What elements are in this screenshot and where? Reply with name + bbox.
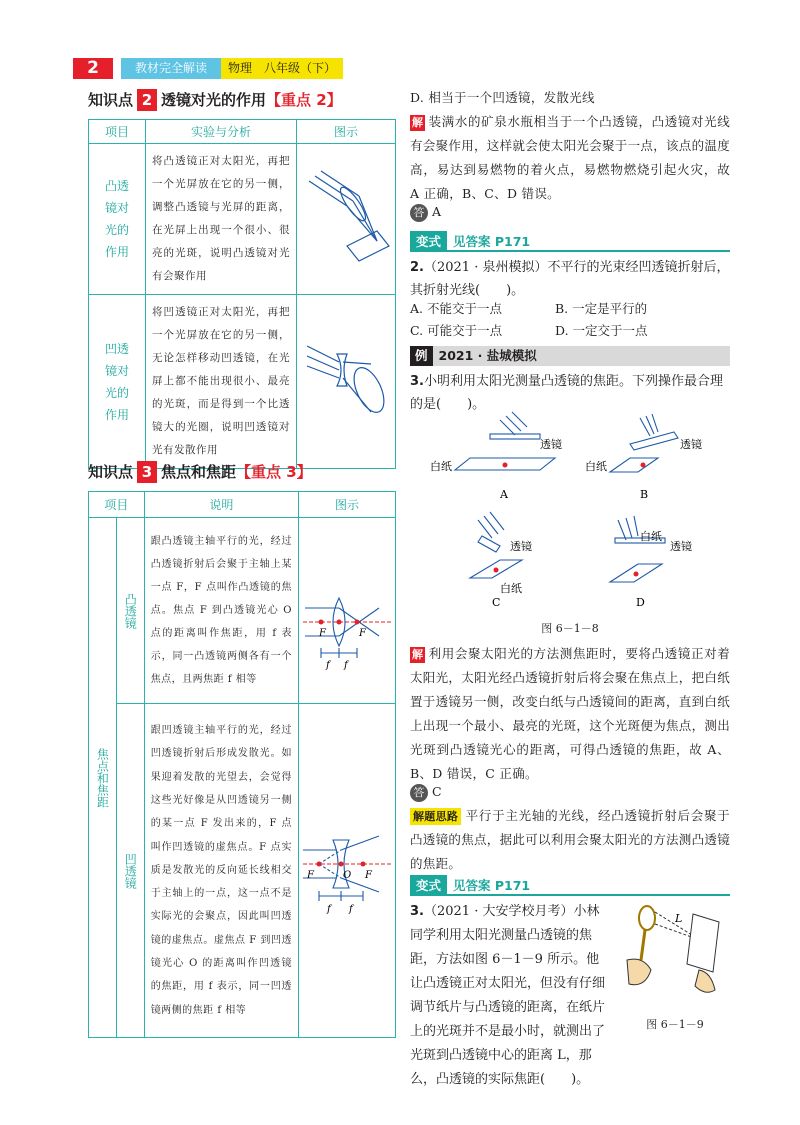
kp2-row1-label: 凸透镜对光的作用 bbox=[104, 179, 129, 259]
kp3-label: 知识点 bbox=[88, 463, 134, 481]
kp3-title: 焦点和焦距 bbox=[161, 463, 237, 481]
kp3-heading bbox=[88, 460, 312, 484]
kp2-sub: 【重点 2】 bbox=[266, 91, 342, 109]
kp2-col-item: 项目 bbox=[89, 120, 146, 144]
kp2-row2-label: 凹透镜对光的作用 bbox=[104, 341, 129, 422]
concave-lens-figure bbox=[297, 304, 395, 456]
q2-source: （2021 · 泉州模拟） bbox=[423, 260, 548, 275]
q3b-text: 小林同学利用太阳光测量凸透镜的焦距，方法如图 6－1－9 所示。他让凸透镜正对太阳光，但没有仔细调节纸片与凸透镜的距离，在纸片上的光斑并不是最小时，就测出了光斑到凸透镜中心的距离 L，那么，凸透镜的实际焦距( )。 bbox=[410, 904, 606, 1087]
fig8-paper-a: 白纸 bbox=[430, 460, 452, 473]
tip-text: 平行于主光轴的光线，经凸透镜折射后会聚于凸透镜的焦点，据此可以利用会聚太阳光的方法测凸透镜的焦距。 bbox=[410, 808, 731, 871]
subject-grade: 物理 八年级（下） bbox=[221, 58, 343, 79]
concave-F2-label: F bbox=[364, 870, 372, 881]
q2-opt-d[interactable]: D. 一定交于一点 bbox=[555, 323, 648, 338]
kp3-row2-text: 跟凹透镜主轴平行的光，经过凹透镜折射后形成发散光。如果迎着发散的光望去，会觉得这些光好像是从凹透镜另一侧的某一点 F 发出来的，F 点叫作凹透镜的虚焦点。F 点实质是发散光的反向延长线相交于主轴上的一点，这一点不是实际光的会聚点，因此叫凹透镜的虚焦点。虚焦点 F 到凹透镜光心 O 的距离叫作凹透镜的焦距，用 f 表示，同一凹透镜两侧的焦距 f 相等 bbox=[150, 725, 292, 1016]
page-number: 2 bbox=[73, 58, 113, 79]
example-bar bbox=[410, 346, 730, 366]
fig9-L-label: L bbox=[675, 912, 683, 925]
q2-opt-b[interactable]: B. 一定是平行的 bbox=[555, 301, 648, 316]
fig8-paper-b: 白纸 bbox=[585, 460, 607, 473]
fig8-lens-d: 透镜 bbox=[670, 540, 692, 553]
fig8-paper-c: 白纸 bbox=[500, 582, 522, 595]
fig8-lens-c: 透镜 bbox=[510, 540, 532, 553]
tip-label: 解题思路 bbox=[410, 808, 461, 825]
fig9-caption: 图 6－1－9 bbox=[646, 1018, 704, 1031]
example-label: 例 bbox=[410, 346, 433, 366]
fig8-caption: 图 6－1－8 bbox=[541, 622, 599, 635]
q2-opt-a[interactable]: A. 不能交于一点 bbox=[410, 301, 502, 316]
fig8-lens-b: 透镜 bbox=[680, 438, 702, 451]
kp2-row1-text: 将凸透镜正对太阳光，再把一个光屏放在它的另一侧，调整凸透镜与光屏的距离，在光屏上出现一个很小、很亮的光斑，说明凸透镜对光有会聚作用 bbox=[152, 155, 290, 282]
jie-tag-2: 解 bbox=[412, 648, 424, 661]
kp2-number: 2 bbox=[137, 89, 157, 111]
kp3-col-fig: 图示 bbox=[298, 492, 395, 518]
q2-opt-c[interactable]: C. 可能交于一点 bbox=[410, 323, 503, 338]
example-source: 2021 · 盐城模拟 bbox=[438, 348, 537, 363]
kp2-label: 知识点 bbox=[88, 91, 134, 109]
answer-badge-2: 答 bbox=[410, 784, 428, 802]
solution-1-text: 装满水的矿泉水瓶相当于一个凸透镜，凸透镜对光线有会聚作用，这样就会使太阳光会聚于一点，该点的温度高，易达到易燃物的着火点，易燃物燃烧引起火灾，故 A 正确，B、C、D 错误。 bbox=[410, 114, 731, 201]
fig8-letter-b: B bbox=[640, 488, 649, 501]
convex-focus-figure bbox=[299, 518, 395, 699]
answer-badge: 答 bbox=[410, 204, 428, 222]
fig8-paper-d: 白纸 bbox=[640, 530, 662, 543]
kp3-col-item: 项目 bbox=[89, 492, 145, 518]
kp3-group-label: 焦点和焦距 bbox=[95, 747, 110, 808]
solution-2 bbox=[410, 642, 730, 786]
convex-f2-label: f bbox=[343, 660, 348, 671]
q3b-num: 3. bbox=[410, 904, 424, 919]
kp3-table bbox=[88, 491, 396, 1038]
variant-bar-2 bbox=[410, 875, 730, 896]
figure-6-1-9 bbox=[615, 900, 730, 1015]
concave-O-label: O bbox=[342, 870, 352, 881]
kp3-row1-text: 跟凸透镜主轴平行的光，经过凸透镜折射后会聚于主轴上某一点 F，F 点叫作凸透镜的焦点。焦点 F 到凸透镜光心 O 点的距离叫作焦距，用 f 表示，同一凸透镜两侧各有一个焦点，且两焦距 f 相等 bbox=[150, 536, 292, 685]
option-d: D. 相当于一个凹透镜，发散光线 bbox=[410, 90, 595, 105]
kp3-number: 3 bbox=[137, 461, 157, 483]
kp2-table bbox=[88, 119, 396, 469]
variant-ref: 见答案 P171 bbox=[453, 234, 531, 249]
figure-6-1-8 bbox=[430, 410, 710, 620]
solution-2-text: 利用会聚太阳光的方法测焦距时，要将凸透镜正对着太阳光，太阳光经凸透镜折射后将会聚在焦点上，把白纸置于透镜另一侧，改变白纸与凸透镜间的距离，直到白纸上出现一个最小、最亮的光斑，这个光斑便为焦点，测出光斑到凸透镜光心的距离，可得凸透镜的焦距，故 A、B、D 错误，C 正确。 bbox=[410, 646, 731, 781]
kp3-row1-label: 凸透镜 bbox=[123, 592, 138, 629]
answer-1-value: A bbox=[432, 204, 442, 219]
q3-text: 小明利用太阳光测量凸透镜的焦距。下列操作最合理的是( )。 bbox=[410, 374, 723, 412]
question-2 bbox=[410, 256, 730, 302]
kp2-row2-text: 将凹透镜正对太阳光，再把一个光屏放在它的另一侧，无论怎样移动凹透镜，在光屏上都不能出现很小、最亮的光斑，而是得到一个比透镜大的光圈，说明凹透镜对光有发散作用 bbox=[152, 306, 290, 456]
fig8-letter-c: C bbox=[492, 596, 501, 609]
answer-1 bbox=[410, 200, 730, 224]
fig8-letter-a: A bbox=[500, 488, 508, 501]
kp3-col-desc: 说明 bbox=[144, 492, 298, 518]
convex-lens-figure bbox=[297, 146, 395, 289]
kp2-col-fig: 图示 bbox=[297, 120, 396, 144]
convex-F2-label: F bbox=[358, 628, 366, 639]
kp2-title: 透镜对光的作用 bbox=[161, 91, 267, 109]
answer-2-value: C bbox=[432, 784, 442, 799]
jie-tag: 解 bbox=[412, 116, 424, 129]
q2-num: 2. bbox=[410, 260, 424, 275]
variant-bar-1 bbox=[410, 231, 730, 252]
tip bbox=[410, 804, 730, 876]
kp3-sub: 【重点 3】 bbox=[236, 463, 312, 481]
fig8-lens-a: 透镜 bbox=[540, 438, 562, 451]
answer-2 bbox=[410, 780, 730, 804]
concave-f-label: f bbox=[326, 904, 331, 915]
q3b-source: （2021 · 大安学校月考） bbox=[423, 904, 574, 919]
kp2-col-exp: 实验与分析 bbox=[146, 120, 297, 144]
kp3-row2-label: 凹透镜 bbox=[123, 852, 138, 889]
concave-F-label: F bbox=[306, 870, 314, 881]
convex-f-label: f bbox=[325, 660, 330, 671]
q2-text: 不平行的光束经凹透镜折射后，其折射光线( )。 bbox=[410, 260, 730, 298]
variant-label: 变式 bbox=[410, 231, 447, 252]
book-title: 教材完全解读 bbox=[121, 58, 221, 79]
concave-focus-figure bbox=[299, 704, 395, 1033]
solution-1 bbox=[410, 110, 730, 206]
question-3b bbox=[410, 900, 610, 1092]
variant-label-2: 变式 bbox=[410, 875, 447, 896]
concave-f2-label: f bbox=[348, 904, 353, 915]
q3-num: 3. bbox=[410, 374, 424, 389]
variant-ref-2: 见答案 P171 bbox=[453, 878, 531, 893]
convex-F-label: F bbox=[318, 628, 326, 639]
fig8-letter-d: D bbox=[636, 596, 645, 609]
page-header bbox=[73, 58, 343, 79]
kp2-heading bbox=[88, 88, 342, 112]
